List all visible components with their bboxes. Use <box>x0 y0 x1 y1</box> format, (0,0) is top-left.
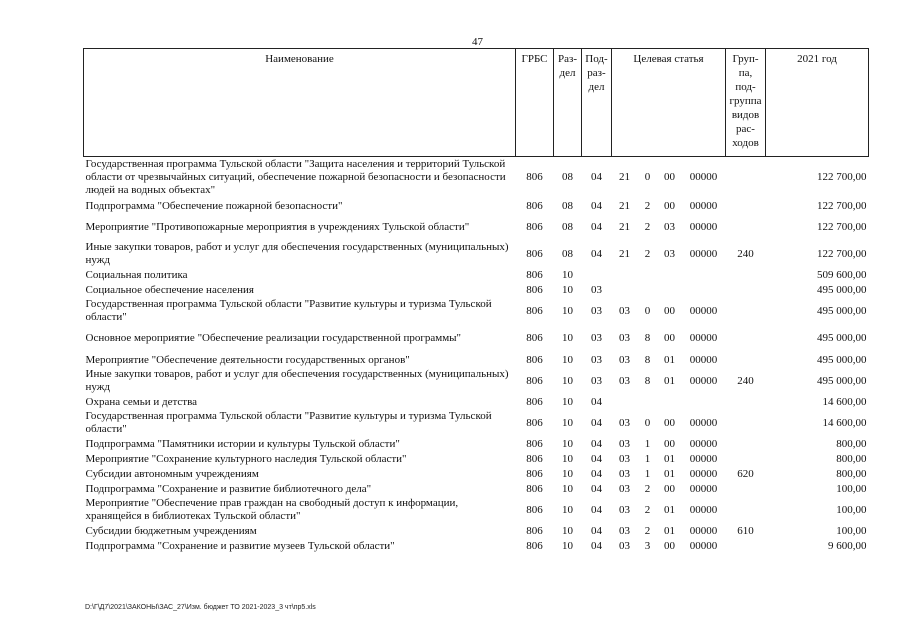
row-podrazdel: 04 <box>591 482 602 495</box>
row-target-event: 03 <box>664 247 675 260</box>
table-row <box>84 157 869 199</box>
row-target-event: 00 <box>664 482 675 495</box>
row-target-direction: 00000 <box>689 539 718 552</box>
row-name: Мероприятие "Противопожарные мероприятия в учреждениях Тульской области" <box>85 220 470 233</box>
row-expense-type <box>726 437 766 452</box>
row-amount: 14 600,00 <box>822 416 867 429</box>
row-name: Подпрограмма "Сохранение и развитие музеев Тульской области" <box>85 539 395 552</box>
row-grbs: 806 <box>526 171 543 184</box>
row-amount: 122 700,00 <box>817 199 867 212</box>
row-target-subprogram <box>638 283 658 298</box>
row-name: Социальное обеспечение населения <box>85 283 254 296</box>
row-target-direction: 00000 <box>689 220 718 233</box>
header-name: Наименование <box>84 49 516 157</box>
row-target-program: 03 <box>619 437 630 450</box>
row-target-subprogram: 2 <box>644 199 651 212</box>
row-target-event: 01 <box>664 353 675 366</box>
row-target-program: 03 <box>619 524 630 537</box>
table-row <box>84 353 869 368</box>
row-razdel: 10 <box>562 395 573 408</box>
row-name: Охрана семьи и детства <box>85 395 198 408</box>
table-row <box>84 437 869 452</box>
row-expense-type <box>726 353 766 368</box>
row-podrazdel: 04 <box>591 524 602 537</box>
row-target-event: 00 <box>664 416 675 429</box>
row-target-direction <box>682 395 726 410</box>
row-razdel: 10 <box>562 482 573 495</box>
row-target-direction: 00000 <box>689 199 718 212</box>
row-target-event <box>658 268 682 283</box>
row-target-subprogram <box>638 395 658 410</box>
row-target-direction: 00000 <box>689 304 718 317</box>
row-target-subprogram: 1 <box>644 467 651 480</box>
row-podrazdel: 03 <box>591 332 602 344</box>
row-target-subprogram: 2 <box>644 482 651 495</box>
row-expense-type: 620 <box>737 467 754 480</box>
row-amount: 800,00 <box>836 452 867 465</box>
row-razdel: 10 <box>562 304 573 317</box>
row-grbs: 806 <box>526 539 543 552</box>
row-razdel: 10 <box>562 332 573 344</box>
row-razdel: 08 <box>562 199 573 212</box>
row-target-subprogram: 2 <box>644 220 651 233</box>
row-target-event: 01 <box>664 503 675 516</box>
row-amount: 100,00 <box>836 503 867 516</box>
row-target-subprogram: 0 <box>644 304 651 317</box>
row-razdel: 10 <box>562 353 573 366</box>
table-row <box>84 452 869 467</box>
row-target-program: 03 <box>619 503 630 516</box>
row-target-program: 03 <box>619 304 630 317</box>
row-expense-type <box>726 482 766 497</box>
row-name: Основное мероприятие "Обеспечение реализации государственной программы" <box>85 332 462 344</box>
row-amount: 495 000,00 <box>817 304 867 317</box>
row-expense-type: 610 <box>737 524 754 537</box>
row-target-program: 03 <box>619 416 630 429</box>
row-grbs: 806 <box>526 524 543 537</box>
row-target-event: 01 <box>664 374 675 387</box>
row-target-event: 01 <box>664 524 675 537</box>
row-podrazdel: 04 <box>591 395 602 408</box>
row-amount: 495 000,00 <box>817 332 867 344</box>
row-amount: 800,00 <box>836 437 867 450</box>
table-row <box>84 283 869 298</box>
table-row <box>84 539 869 554</box>
table-row <box>84 467 869 482</box>
row-grbs: 806 <box>526 332 543 344</box>
row-target-event: 00 <box>664 539 675 552</box>
row-target-program: 03 <box>619 374 630 387</box>
row-target-program: 03 <box>619 353 630 366</box>
row-target-direction: 00000 <box>689 353 718 366</box>
row-target-subprogram <box>638 268 658 283</box>
row-name: Мероприятие "Обеспечение деятельности государственных органов" <box>85 353 410 366</box>
row-target-direction: 00000 <box>689 171 718 184</box>
row-grbs: 806 <box>526 199 543 212</box>
row-target-subprogram: 8 <box>644 353 651 366</box>
row-target-event: 00 <box>664 332 675 344</box>
table-row <box>84 395 869 410</box>
row-podrazdel: 04 <box>591 452 602 465</box>
row-target-program: 21 <box>619 220 630 233</box>
row-target-subprogram: 0 <box>644 171 651 184</box>
row-expense-type <box>726 395 766 410</box>
row-expense-type <box>726 157 766 199</box>
table-row <box>84 497 869 524</box>
row-name: Государственная программа Тульской области "Развитие культуры и туризма Тульской области" <box>85 298 492 323</box>
row-name: Субсидии автономным учреждениям <box>85 467 259 480</box>
row-target-program: 21 <box>619 171 630 184</box>
row-target-direction: 00000 <box>689 503 718 516</box>
row-grbs: 806 <box>526 416 543 429</box>
table-row <box>84 410 869 437</box>
row-grbs: 806 <box>526 268 543 281</box>
row-target-subprogram: 8 <box>644 374 651 387</box>
row-podrazdel: 03 <box>591 283 602 296</box>
row-expense-type <box>726 325 766 353</box>
row-target-program: 21 <box>619 247 630 260</box>
row-expense-type <box>726 298 766 325</box>
row-target-program <box>612 268 638 283</box>
row-target-event: 00 <box>664 171 675 184</box>
row-amount: 800,00 <box>836 467 867 480</box>
row-target-direction: 00000 <box>689 416 718 429</box>
row-razdel: 08 <box>562 220 573 233</box>
row-amount: 14 600,00 <box>822 395 867 408</box>
row-expense-type: 240 <box>737 247 754 260</box>
row-target-program: 03 <box>619 332 630 344</box>
row-target-program <box>612 395 638 410</box>
row-target-direction <box>682 268 726 283</box>
row-amount: 122 700,00 <box>817 247 867 260</box>
row-target-event: 01 <box>664 452 675 465</box>
row-name: Иные закупки товаров, работ и услуг для обеспечения государственных (муниципальных) нужд <box>85 368 509 393</box>
table-row <box>84 214 869 241</box>
row-expense-type <box>726 410 766 437</box>
row-grbs: 806 <box>526 452 543 465</box>
row-podrazdel: 04 <box>591 467 602 480</box>
row-razdel: 10 <box>562 452 573 465</box>
row-razdel: 10 <box>562 374 573 387</box>
row-amount: 122 700,00 <box>817 171 867 184</box>
row-podrazdel: 04 <box>591 539 602 552</box>
header-razdel: Раз- дел <box>554 49 582 157</box>
row-grbs: 806 <box>526 482 543 495</box>
row-grbs: 806 <box>526 374 543 387</box>
row-target-subprogram: 8 <box>644 332 651 344</box>
row-target-program: 03 <box>619 482 630 495</box>
row-expense-type <box>726 283 766 298</box>
row-name: Иные закупки товаров, работ и услуг для обеспечения государственных (муниципальных) нужд <box>85 241 509 266</box>
row-target-direction: 00000 <box>689 247 718 260</box>
row-podrazdel: 04 <box>591 437 602 450</box>
row-razdel: 10 <box>562 524 573 537</box>
row-podrazdel: 03 <box>591 353 602 366</box>
row-grbs: 806 <box>526 220 543 233</box>
row-name: Субсидии бюджетным учреждениям <box>85 524 257 537</box>
row-name: Государственная программа Тульской области "Защита населения и территорий Тульской области от чрезвычайных ситуаций, обеспечение пожарной безопасности и безопасности людей на водных объектах" <box>85 158 506 197</box>
row-target-subprogram: 1 <box>644 437 651 450</box>
row-amount: 495 000,00 <box>817 353 867 366</box>
row-podrazdel <box>582 268 612 283</box>
row-target-event: 00 <box>664 304 675 317</box>
page-number: 47 <box>472 36 483 48</box>
row-grbs: 806 <box>526 467 543 480</box>
row-target-subprogram: 1 <box>644 452 651 465</box>
row-name: Мероприятие "Обеспечение прав граждан на свободный доступ к информации, хранящейся в библиотеках Тульской области" <box>85 497 459 522</box>
row-podrazdel: 03 <box>591 374 602 387</box>
row-target-event: 03 <box>664 220 675 233</box>
row-target-direction <box>682 283 726 298</box>
table-row <box>84 241 869 268</box>
row-amount: 495 000,00 <box>817 374 867 387</box>
table-row <box>84 199 869 214</box>
row-razdel: 08 <box>562 247 573 260</box>
row-razdel: 10 <box>562 437 573 450</box>
header-year: 2021 год <box>766 49 869 157</box>
row-target-program: 03 <box>619 467 630 480</box>
row-target-event: 00 <box>664 199 675 212</box>
table-row <box>84 368 869 395</box>
row-name: Подпрограмма "Обеспечение пожарной безопасности" <box>85 199 343 212</box>
row-grbs: 806 <box>526 283 543 296</box>
row-target-event: 01 <box>664 467 675 480</box>
row-expense-type <box>726 214 766 241</box>
row-razdel: 10 <box>562 467 573 480</box>
row-podrazdel: 04 <box>591 220 602 233</box>
row-grbs: 806 <box>526 437 543 450</box>
header-expense-group: Груп- па, под- группа видов рас- ходов <box>726 49 766 157</box>
table-row <box>84 524 869 539</box>
row-target-subprogram: 2 <box>644 503 651 516</box>
row-target-program: 03 <box>619 539 630 552</box>
row-target-subprogram: 0 <box>644 416 651 429</box>
row-amount: 100,00 <box>836 482 867 495</box>
row-expense-type <box>726 497 766 524</box>
row-target-direction: 00000 <box>689 467 718 480</box>
table-row <box>84 482 869 497</box>
row-podrazdel: 04 <box>591 247 602 260</box>
header-grbs: ГРБС <box>516 49 554 157</box>
row-podrazdel: 04 <box>591 199 602 212</box>
table-row <box>84 268 869 283</box>
row-target-direction: 00000 <box>689 437 718 450</box>
row-expense-type: 240 <box>737 374 754 387</box>
row-expense-type <box>726 452 766 467</box>
file-path-footer: D:\Г\Д7\2021\ЗАКОНЫ\ЗАС_27\Изм. бюджет ТО 2021-2023_3 чт\пр5.xls <box>85 604 316 611</box>
row-grbs: 806 <box>526 395 543 408</box>
row-name: Подпрограмма "Памятники истории и культуры Тульской области" <box>85 437 400 450</box>
row-target-program <box>612 283 638 298</box>
row-podrazdel: 04 <box>591 171 602 184</box>
row-amount: 495 000,00 <box>817 283 867 296</box>
row-expense-type <box>726 539 766 554</box>
row-target-direction: 00000 <box>689 332 718 344</box>
row-amount: 509 600,00 <box>817 268 867 281</box>
row-grbs: 806 <box>526 247 543 260</box>
row-target-direction: 00000 <box>689 482 718 495</box>
row-razdel: 10 <box>562 268 573 281</box>
row-expense-type <box>726 268 766 283</box>
row-target-program: 03 <box>619 452 630 465</box>
row-name: Социальная политика <box>85 268 188 281</box>
table-header-row <box>84 49 869 157</box>
row-grbs: 806 <box>526 304 543 317</box>
row-target-subprogram: 3 <box>644 539 651 552</box>
row-target-event: 00 <box>664 437 675 450</box>
row-grbs: 806 <box>526 353 543 366</box>
row-razdel: 10 <box>562 283 573 296</box>
row-target-direction: 00000 <box>689 452 718 465</box>
header-target-article: Целевая статья <box>612 49 726 157</box>
row-grbs: 806 <box>526 503 543 516</box>
row-podrazdel: 03 <box>591 304 602 317</box>
row-amount: 100,00 <box>836 524 867 537</box>
row-target-event <box>658 395 682 410</box>
row-razdel: 10 <box>562 539 573 552</box>
row-expense-type <box>726 199 766 214</box>
row-amount: 9 600,00 <box>828 539 867 552</box>
table-row <box>84 298 869 325</box>
row-target-subprogram: 2 <box>644 524 651 537</box>
row-razdel: 10 <box>562 416 573 429</box>
row-name: Мероприятие "Сохранение культурного наследия Тульской области" <box>85 452 407 465</box>
row-razdel: 10 <box>562 503 573 516</box>
row-target-event <box>658 283 682 298</box>
row-target-subprogram: 2 <box>644 247 651 260</box>
row-target-direction: 00000 <box>689 524 718 537</box>
row-name: Государственная программа Тульской области "Развитие культуры и туризма Тульской области" <box>85 410 492 435</box>
header-podrazdel: Под- раз- дел <box>582 49 612 157</box>
row-razdel: 08 <box>562 171 573 184</box>
table-row <box>84 325 869 353</box>
row-target-direction: 00000 <box>689 374 718 387</box>
row-podrazdel: 04 <box>591 416 602 429</box>
row-name: Подпрограмма "Сохранение и развитие библиотечного дела" <box>85 482 372 495</box>
budget-table <box>83 48 869 554</box>
row-target-program: 21 <box>619 199 630 212</box>
row-podrazdel: 04 <box>591 503 602 516</box>
row-amount: 122 700,00 <box>817 220 867 233</box>
